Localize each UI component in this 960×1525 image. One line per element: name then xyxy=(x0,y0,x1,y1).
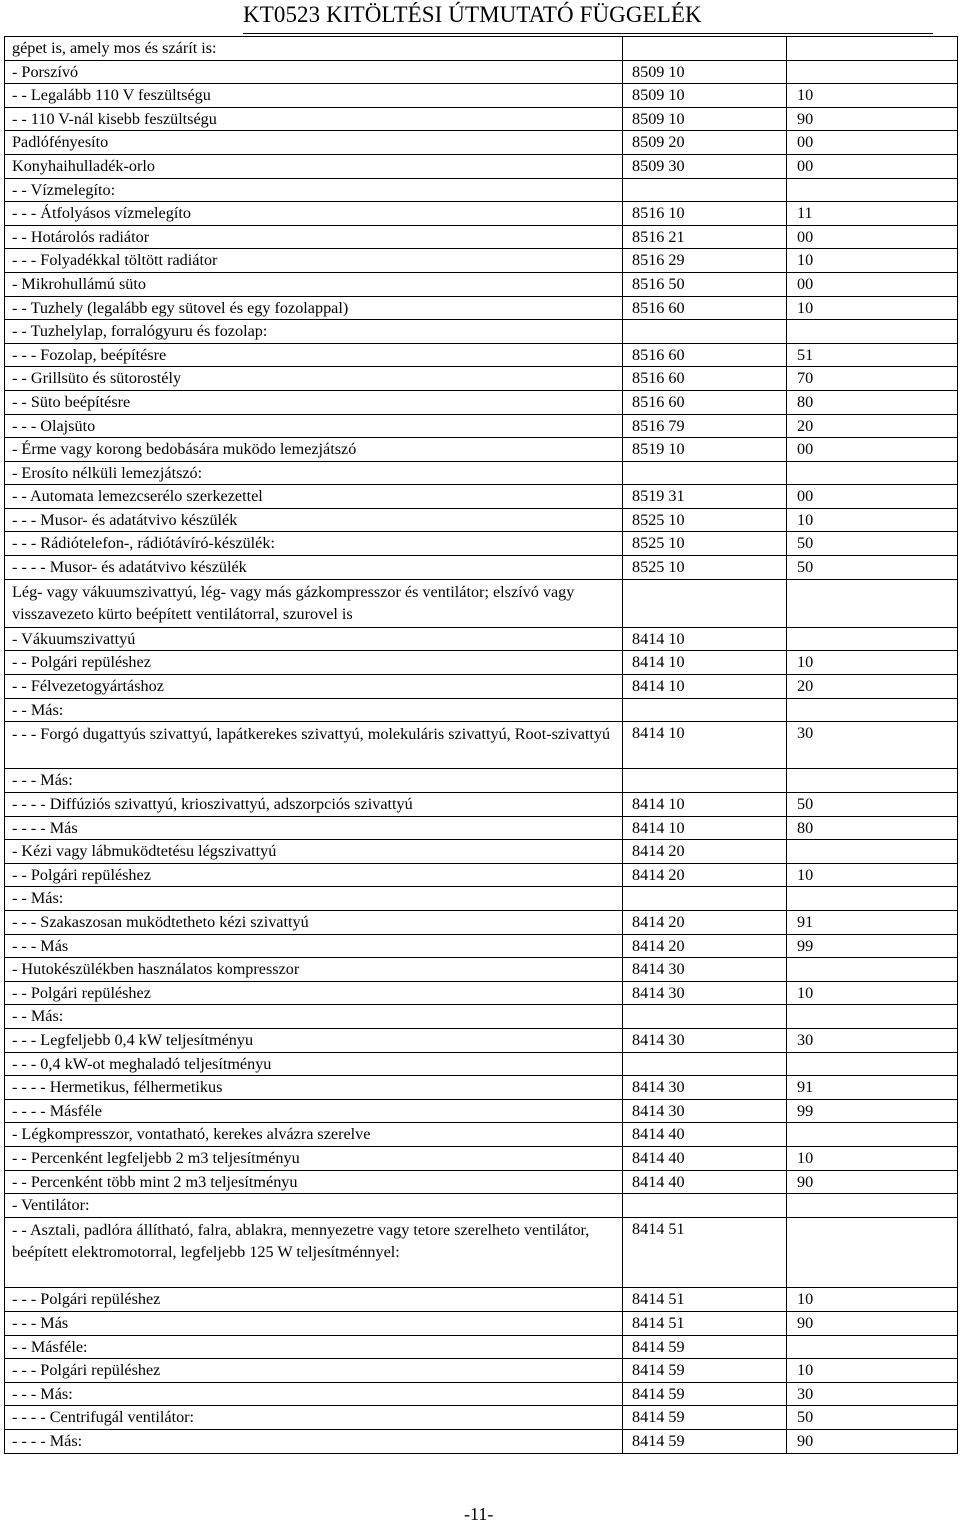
row-code: 8414 51 xyxy=(623,1288,787,1312)
table-row xyxy=(5,154,958,178)
row-subcode: 10 xyxy=(787,1146,958,1170)
row-description: - - - Más xyxy=(5,934,623,958)
row-description: - - Polgári repüléshez xyxy=(5,651,623,675)
row-subcode: 80 xyxy=(787,816,958,840)
row-code: 8414 40 xyxy=(623,1123,787,1147)
row-description: - Légkompresszor, vontatható, kerekes alvázra szerelve xyxy=(5,1123,623,1147)
row-description: Padlófényesíto xyxy=(5,131,623,155)
row-code: 8414 10 xyxy=(623,816,787,840)
row-description: - - - Polgári repüléshez xyxy=(5,1359,623,1383)
page-title: KT0523 KITÖLTÉSI ÚTMUTATÓ FÜGGELÉK xyxy=(243,2,702,27)
row-code xyxy=(623,887,787,911)
row-subcode: 99 xyxy=(787,1099,958,1123)
table-row xyxy=(5,1076,958,1100)
row-code: 8414 30 xyxy=(623,958,787,982)
row-description: - - - 0,4 kW-ot meghaladó teljesítményu xyxy=(5,1052,623,1076)
table-row xyxy=(5,1123,958,1147)
row-subcode xyxy=(787,887,958,911)
row-code: 8414 51 xyxy=(623,1217,787,1288)
table-row xyxy=(5,1099,958,1123)
row-code: 8414 10 xyxy=(623,722,787,769)
row-description: - - Grillsüto és sütorostély xyxy=(5,367,623,391)
row-subcode xyxy=(787,60,958,84)
row-code: 8414 30 xyxy=(623,1099,787,1123)
table-row xyxy=(5,296,958,320)
table-row xyxy=(5,131,958,155)
row-subcode xyxy=(787,579,958,627)
table-row xyxy=(5,37,958,61)
row-description: - - - - Másféle xyxy=(5,1099,623,1123)
row-subcode: 00 xyxy=(787,438,958,462)
row-code xyxy=(623,461,787,485)
row-description: - - Süto beépítésre xyxy=(5,390,623,414)
row-code: 8414 10 xyxy=(623,793,787,817)
row-code: 8414 40 xyxy=(623,1170,787,1194)
row-description: - - - - Diffúziós szivattyú, krioszivattyú, adszorpciós szivattyú xyxy=(5,793,623,817)
row-code xyxy=(623,178,787,202)
row-code: 8414 30 xyxy=(623,981,787,1005)
row-description: - - - - Musor- és adatátvivo készülék xyxy=(5,556,623,580)
row-subcode: 00 xyxy=(787,225,958,249)
table-row xyxy=(5,532,958,556)
table-row xyxy=(5,840,958,864)
row-subcode xyxy=(787,958,958,982)
row-code: 8525 10 xyxy=(623,532,787,556)
row-description: Lég- vagy vákuumszivattyú, lég- vagy más gázkompresszor és ventilátor; elszívó vagy visszavezeto kürto beépített ventilátorral, szurovel is xyxy=(5,579,623,627)
row-description: - - Percenként legfeljebb 2 m3 teljesítményu xyxy=(5,1146,623,1170)
table-row xyxy=(5,1430,958,1454)
table-row xyxy=(5,1288,958,1312)
row-code xyxy=(623,579,787,627)
row-code: 8414 10 xyxy=(623,675,787,699)
row-code: 8414 20 xyxy=(623,910,787,934)
row-subcode: 20 xyxy=(787,675,958,699)
row-subcode: 91 xyxy=(787,910,958,934)
row-subcode xyxy=(787,1005,958,1029)
row-subcode xyxy=(787,461,958,485)
row-description: - Vákuumszivattyú xyxy=(5,627,623,651)
table-row xyxy=(5,934,958,958)
row-description: - Ventilátor: xyxy=(5,1194,623,1218)
row-code: 8525 10 xyxy=(623,556,787,580)
row-description: - - - Rádiótelefon-, rádiótávíró-készülék: xyxy=(5,532,623,556)
row-code: 8414 30 xyxy=(623,1028,787,1052)
row-subcode: 90 xyxy=(787,1170,958,1194)
row-code xyxy=(623,698,787,722)
row-subcode xyxy=(787,769,958,793)
row-description: - - - Forgó dugattyús szivattyú, lapátkerekes szivattyú, molekuláris szivattyú, Root-szivattyú xyxy=(5,722,623,769)
row-code: 8516 60 xyxy=(623,367,787,391)
page-number: -11- xyxy=(464,1504,494,1524)
row-code: 8516 50 xyxy=(623,272,787,296)
row-description: - - - Polgári repüléshez xyxy=(5,1288,623,1312)
table-row xyxy=(5,981,958,1005)
row-subcode xyxy=(787,1217,958,1288)
row-description: - - Tuzhelylap, forralógyuru és fozolap: xyxy=(5,320,623,344)
row-description: - - - Olajsüto xyxy=(5,414,623,438)
row-subcode xyxy=(787,37,958,61)
table-row xyxy=(5,438,958,462)
row-description: - - - - Más: xyxy=(5,1430,623,1454)
row-code: 8509 20 xyxy=(623,131,787,155)
row-code: 8414 10 xyxy=(623,651,787,675)
table-body xyxy=(5,37,958,1454)
table-row xyxy=(5,863,958,887)
table-row xyxy=(5,485,958,509)
table-row xyxy=(5,60,958,84)
row-subcode xyxy=(787,1123,958,1147)
row-code: 8414 51 xyxy=(623,1312,787,1336)
row-subcode xyxy=(787,1052,958,1076)
row-subcode: 80 xyxy=(787,390,958,414)
row-description: - - Hotárolós radiátor xyxy=(5,225,623,249)
row-subcode: 30 xyxy=(787,722,958,769)
table-row xyxy=(5,249,958,273)
row-description: - - - Musor- és adatátvivo készülék xyxy=(5,508,623,532)
row-description: - - Automata lemezcserélo szerkezettel xyxy=(5,485,623,509)
row-code xyxy=(623,1052,787,1076)
row-description: - - Más: xyxy=(5,1005,623,1029)
row-code xyxy=(623,320,787,344)
table-row xyxy=(5,958,958,982)
row-code: 8414 20 xyxy=(623,863,787,887)
table-row xyxy=(5,579,958,627)
row-code: 8414 59 xyxy=(623,1359,787,1383)
row-code: 8516 60 xyxy=(623,296,787,320)
row-code: 8516 21 xyxy=(623,225,787,249)
row-code: 8516 60 xyxy=(623,390,787,414)
row-code: 8414 10 xyxy=(623,627,787,651)
row-code: 8519 10 xyxy=(623,438,787,462)
table-row xyxy=(5,1217,958,1288)
row-description: - - Félvezetogyártáshoz xyxy=(5,675,623,699)
table-row xyxy=(5,461,958,485)
row-code: 8516 29 xyxy=(623,249,787,273)
row-subcode: 10 xyxy=(787,1288,958,1312)
row-code: 8414 40 xyxy=(623,1146,787,1170)
row-subcode xyxy=(787,627,958,651)
row-description: - - Percenként több mint 2 m3 teljesítményu xyxy=(5,1170,623,1194)
row-subcode: 50 xyxy=(787,532,958,556)
table-row xyxy=(5,272,958,296)
row-subcode: 10 xyxy=(787,508,958,532)
table-row xyxy=(5,1382,958,1406)
row-description: gépet is, amely mos és szárít is: xyxy=(5,37,623,61)
row-subcode xyxy=(787,1194,958,1218)
row-subcode: 90 xyxy=(787,1312,958,1336)
table-row xyxy=(5,1406,958,1430)
row-code: 8414 59 xyxy=(623,1335,787,1359)
row-description: - - - - Centrifugál ventilátor: xyxy=(5,1406,623,1430)
row-description: - Mikrohullámú süto xyxy=(5,272,623,296)
table-row xyxy=(5,675,958,699)
table-row xyxy=(5,698,958,722)
table-row xyxy=(5,367,958,391)
row-subcode: 11 xyxy=(787,202,958,226)
row-subcode: 00 xyxy=(787,485,958,509)
row-description: - - - Más: xyxy=(5,1382,623,1406)
table-row xyxy=(5,651,958,675)
table-row xyxy=(5,84,958,108)
row-code: 8414 20 xyxy=(623,840,787,864)
row-subcode: 10 xyxy=(787,296,958,320)
table-row xyxy=(5,107,958,131)
customs-code-table xyxy=(4,36,958,1454)
row-subcode xyxy=(787,840,958,864)
row-description: - - Vízmelegíto: xyxy=(5,178,623,202)
row-code xyxy=(623,37,787,61)
row-code: 8509 10 xyxy=(623,107,787,131)
row-subcode: 50 xyxy=(787,1406,958,1430)
table-row xyxy=(5,178,958,202)
row-subcode: 00 xyxy=(787,272,958,296)
table-row xyxy=(5,1052,958,1076)
table-row xyxy=(5,390,958,414)
row-code: 8516 60 xyxy=(623,343,787,367)
row-code: 8509 10 xyxy=(623,60,787,84)
row-subcode xyxy=(787,1335,958,1359)
row-code: 8414 59 xyxy=(623,1430,787,1454)
row-description: - Hutokészülékben használatos kompresszor xyxy=(5,958,623,982)
row-code: 8516 10 xyxy=(623,202,787,226)
row-description: - - - Folyadékkal töltött radiátor xyxy=(5,249,623,273)
row-description: - Porszívó xyxy=(5,60,623,84)
row-subcode xyxy=(787,178,958,202)
row-description: Konyhaihulladék-orlo xyxy=(5,154,623,178)
table-row xyxy=(5,1005,958,1029)
table-row xyxy=(5,627,958,651)
table-row xyxy=(5,1028,958,1052)
table-row xyxy=(5,1359,958,1383)
row-code: 8414 59 xyxy=(623,1406,787,1430)
row-subcode: 50 xyxy=(787,556,958,580)
table-row xyxy=(5,910,958,934)
table-row xyxy=(5,793,958,817)
row-subcode: 90 xyxy=(787,107,958,131)
row-code xyxy=(623,1194,787,1218)
row-subcode xyxy=(787,320,958,344)
row-description: - Kézi vagy lábmuködtetésu légszivattyú xyxy=(5,840,623,864)
row-description: - - - - Más xyxy=(5,816,623,840)
row-subcode: 00 xyxy=(787,154,958,178)
row-code: 8509 30 xyxy=(623,154,787,178)
table-row xyxy=(5,722,958,769)
row-subcode: 51 xyxy=(787,343,958,367)
row-description: - - Más: xyxy=(5,887,623,911)
row-code: 8519 31 xyxy=(623,485,787,509)
row-code: 8414 59 xyxy=(623,1382,787,1406)
row-description: - - - Más: xyxy=(5,769,623,793)
row-subcode: 10 xyxy=(787,863,958,887)
table-row xyxy=(5,1312,958,1336)
row-subcode: 10 xyxy=(787,84,958,108)
table-row xyxy=(5,320,958,344)
row-description: - - - Fozolap, beépítésre xyxy=(5,343,623,367)
row-description: - - - - Hermetikus, félhermetikus xyxy=(5,1076,623,1100)
row-subcode: 10 xyxy=(787,1359,958,1383)
row-description: - - Asztali, padlóra állítható, falra, ablakra, mennyezetre vagy tetore szerelheto ventilátor, beépített elektromotorral, legfeljebb 125 W teljesítménnyel: xyxy=(5,1217,623,1288)
row-description: - - - Legfeljebb 0,4 kW teljesítményu xyxy=(5,1028,623,1052)
row-description: - Erosíto nélküli lemezjátszó: xyxy=(5,461,623,485)
row-description: - - 110 V-nál kisebb feszültségu xyxy=(5,107,623,131)
row-code: 8509 10 xyxy=(623,84,787,108)
row-description: - Érme vagy korong bedobására muködo lemezjátszó xyxy=(5,438,623,462)
table-row xyxy=(5,816,958,840)
row-subcode: 99 xyxy=(787,934,958,958)
row-description: - - Másféle: xyxy=(5,1335,623,1359)
table-row xyxy=(5,343,958,367)
row-description: - - - Szakaszosan muködtetheto kézi szivattyú xyxy=(5,910,623,934)
row-subcode: 10 xyxy=(787,981,958,1005)
row-description: - - Polgári repüléshez xyxy=(5,981,623,1005)
page-header xyxy=(243,0,933,34)
table-row xyxy=(5,1335,958,1359)
row-description: - - Polgári repüléshez xyxy=(5,863,623,887)
row-description: - - Más: xyxy=(5,698,623,722)
table-row xyxy=(5,887,958,911)
table-row xyxy=(5,508,958,532)
row-subcode: 90 xyxy=(787,1430,958,1454)
row-subcode: 10 xyxy=(787,249,958,273)
table-row xyxy=(5,556,958,580)
row-code xyxy=(623,1005,787,1029)
row-subcode: 30 xyxy=(787,1382,958,1406)
row-description: - - - Más xyxy=(5,1312,623,1336)
row-code: 8414 30 xyxy=(623,1076,787,1100)
row-subcode: 70 xyxy=(787,367,958,391)
row-subcode: 10 xyxy=(787,651,958,675)
row-description: - - Tuzhely (legalább egy sütovel és egy fozolappal) xyxy=(5,296,623,320)
row-description: - - - Átfolyásos vízmelegíto xyxy=(5,202,623,226)
row-subcode: 30 xyxy=(787,1028,958,1052)
row-code: 8414 20 xyxy=(623,934,787,958)
table-row xyxy=(5,225,958,249)
row-subcode: 20 xyxy=(787,414,958,438)
table-row xyxy=(5,1170,958,1194)
row-subcode: 50 xyxy=(787,793,958,817)
table-row xyxy=(5,202,958,226)
row-subcode: 00 xyxy=(787,131,958,155)
table-row xyxy=(5,1146,958,1170)
row-code: 8516 79 xyxy=(623,414,787,438)
table-row xyxy=(5,414,958,438)
row-description: - - Legalább 110 V feszültségu xyxy=(5,84,623,108)
row-code: 8525 10 xyxy=(623,508,787,532)
table-row xyxy=(5,1194,958,1218)
row-code xyxy=(623,769,787,793)
row-subcode xyxy=(787,698,958,722)
table-row xyxy=(5,769,958,793)
row-subcode: 91 xyxy=(787,1076,958,1100)
